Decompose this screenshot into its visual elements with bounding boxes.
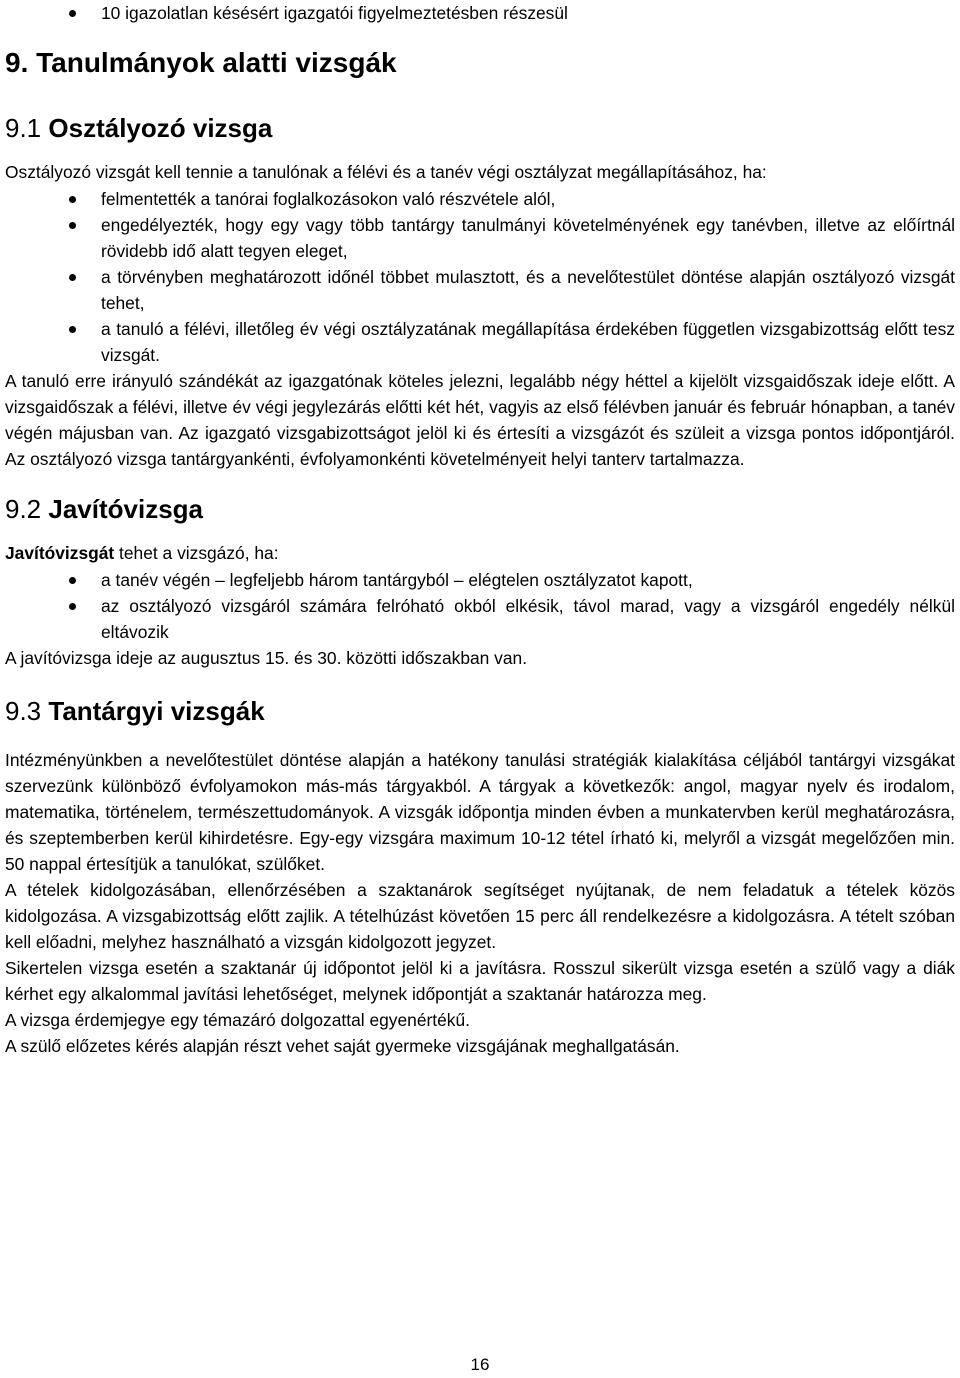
list-item: a tanév végén – legfeljebb három tantárgyból – elégtelen osztályzatot kapott,	[5, 567, 955, 593]
list-item: engedélyezték, hogy egy vagy több tantárgy tanulmányi követelményének egy tanévben, illetve az előírtnál rövidebb idő alatt tegyen eleget,	[5, 212, 955, 264]
section-number: 9.3	[5, 696, 42, 726]
s93-paragraph: A vizsga érdemjegye egy témazáró dolgozattal egyenértékű.	[5, 1010, 470, 1030]
section-9-title: 9. Tanulmányok alatti vizsgák	[5, 47, 397, 78]
s92-intro	[5, 540, 955, 566]
section-9-3-heading	[5, 694, 955, 728]
list-item: a törvényben meghatározott időnél többet mulasztott, és a nevelőtestület döntése alapján osztályozó vizsgát tehet,	[5, 264, 955, 316]
s91-bullet-list	[5, 186, 955, 368]
section-9-2-heading	[5, 492, 955, 526]
list-item: felmentették a tanórai foglalkozásokon való részvétele alól,	[5, 186, 955, 212]
s93-paragraph: Intézményünkben a nevelőtestület döntése alapján a hatékony tanulási stratégiák kialakítása céljából tantárgyi vizsgákat szervezünk különböző évfolyamokon más-más tárgyakból. A tárgyak a következők: angol, magyar nyelv és irodalom, matematika, történelem, természettudományok. A vizsgák időpontja minden évben a munkatervben kerül meghatározásra, és szeptemberben kerül kihirdetésre. Egy-egy vizsgára maximum 10-12 tétel írható ki, melyről a vizsgát megelőzően min. 50 nappal értesítjük a tanulókat, szülőket.	[5, 750, 955, 874]
s93-paragraph: Sikertelen vizsga esetén a szaktanár új időpontot jelöl ki a javításra. Rosszul sikerült vizsga esetén a szülő vagy a diák kérhet egy alkalommal javítási lehetőséget, melynek időpontját a szaktanár határozza meg.	[5, 958, 955, 1004]
s92-intro-rest: tehet a vizsgázó, ha:	[114, 543, 279, 563]
section-number: 9.2	[5, 494, 42, 524]
section-title: Javítóvizsga	[48, 494, 204, 524]
top-bullet-list	[5, 0, 955, 26]
list-item: 10 igazolatlan késésért igazgatói figyelmeztetésben részesül	[5, 0, 955, 26]
section-title: Osztályozó vizsga	[48, 113, 273, 143]
list-item: az osztályozó vizsgáról számára felróható okból elkésik, távol marad, vagy a vizsgáról engedély nélkül eltávozik	[5, 593, 955, 645]
s92-closing: A javítóvizsga ideje az augusztus 15. és 30. közötti időszakban van.	[5, 648, 528, 668]
s91-intro: Osztályozó vizsgát kell tennie a tanulónak a félévi és a tanév végi osztályzat megállapításához, ha:	[5, 162, 767, 182]
section-9-1-heading	[5, 111, 955, 145]
s92-intro-bold: Javítóvizsgát	[5, 543, 115, 563]
section-title: Tantárgyi vizsgák	[48, 696, 265, 726]
page-number: 16	[470, 1355, 490, 1374]
s93-paragraph: A tételek kidolgozásában, ellenőrzésében a szaktanárok segítséget nyújtanak, de nem feladatuk a tételek közös kidolgozása. A vizsgabizottság előtt zajlik. A tételhúzást követően 15 perc áll rendelkezésre a kidolgozásra. A tételt szóban kell előadni, melyhez használható a vizsgán kidolgozott jegyzet.	[5, 880, 955, 952]
s93-paragraph: A szülő előzetes kérés alapján részt vehet saját gyermeke vizsgájának meghallgatásán.	[5, 1036, 680, 1056]
s91-body: A tanuló erre irányuló szándékát az igazgatónak köteles jelezni, legalább négy héttel a kijelölt vizsgaidőszak ideje előtt. A vizsgaidőszak a félévi, illetve év végi jegylezárás előtti két hét, vagyis az első félévben január és február hónapban, a tanév végén májusban van. Az igazgató vizsgabizottságot jelöl ki és értesíti a vizsgázót és szüleit a vizsga pontos időpontjáról. Az osztályozó vizsga tantárgyankénti, évfolyamonkénti követelményeit helyi tanterv tartalmazza.	[5, 371, 955, 469]
section-number: 9.1	[5, 113, 42, 143]
list-item: a tanuló a félévi, illetőleg év végi osztályzatának megállapítása érdekében független vizsgabizottság előtt tesz vizsgát.	[5, 316, 955, 368]
s92-bullet-list	[5, 567, 955, 645]
document-page	[5, 0, 955, 1059]
